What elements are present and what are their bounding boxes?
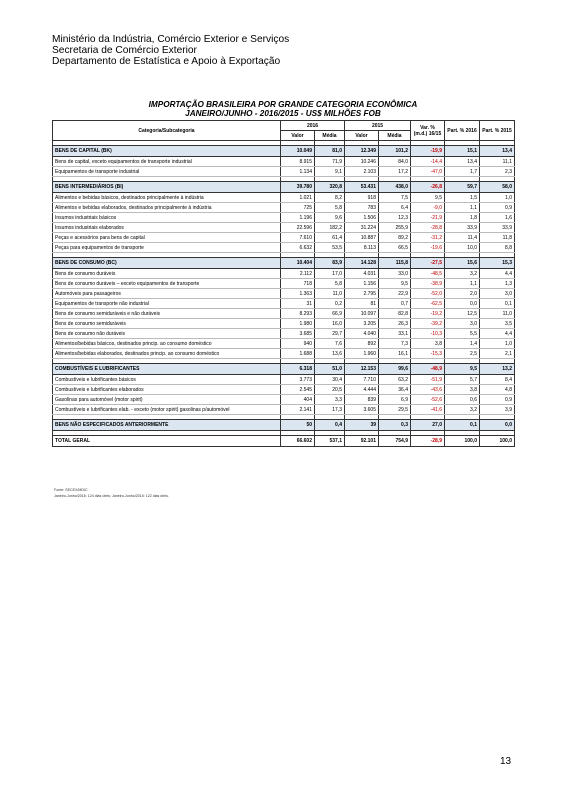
p15-cell: 0,0 — [480, 420, 515, 431]
m15-cell: 82,8 — [379, 309, 411, 319]
p15-cell: 4,4 — [480, 329, 515, 339]
var-cell: -21,9 — [411, 213, 445, 223]
m16-cell: 29,7 — [315, 329, 345, 339]
p15-cell: 1,6 — [480, 213, 515, 223]
p16-cell: 100,0 — [445, 436, 480, 447]
m16-cell: 83,9 — [315, 258, 345, 269]
category-cell: Gasolinas para automóvel (motor spirit) — [53, 395, 281, 405]
m15-cell: 22,9 — [379, 289, 411, 299]
v16-cell: 2.112 — [281, 269, 315, 279]
category-cell: Bens de capital, exceto equipamentos de transporte industrial — [53, 157, 281, 167]
table-row — [53, 329, 515, 339]
share-2015-header: Part. % 2015 — [480, 121, 515, 141]
var-cell: -10,3 — [411, 329, 445, 339]
page-number: 13 — [500, 756, 512, 767]
category-cell: Peças para equipamentos de transporte — [53, 243, 281, 253]
m16-cell: 51,0 — [315, 364, 345, 375]
m16-cell: 8,2 — [315, 193, 345, 203]
m15-cell: 12,3 — [379, 213, 411, 223]
m16-cell: 53,5 — [315, 243, 345, 253]
p15-cell: 1,0 — [480, 339, 515, 349]
m16-cell: 537,1 — [315, 436, 345, 447]
v15-cell: 81 — [345, 299, 379, 309]
var-cell: -52,0 — [411, 289, 445, 299]
var-cell: -19,6 — [411, 243, 445, 253]
v16-cell: 66.602 — [281, 436, 315, 447]
p15-cell: 11,1 — [480, 157, 515, 167]
m16-cell: 17,0 — [315, 269, 345, 279]
v16-cell: 940 — [281, 339, 315, 349]
m15-cell: 6,9 — [379, 395, 411, 405]
category-cell: TOTAL GERAL — [53, 436, 281, 447]
v15-cell: 2.103 — [345, 167, 379, 177]
m16-cell: 11,0 — [315, 289, 345, 299]
v16-cell: 1.134 — [281, 167, 315, 177]
v16-cell: 2.141 — [281, 405, 315, 415]
category-cell: Bens de consumo semiduráveis — [53, 319, 281, 329]
p16-cell: 3,2 — [445, 405, 480, 415]
m16-cell: 320,8 — [315, 182, 345, 193]
p16-cell: 10,0 — [445, 243, 480, 253]
v16-cell: 10.049 — [281, 146, 315, 157]
value-2016-header: Valor — [281, 131, 315, 141]
category-cell: Peças e acessórios para bens de capital — [53, 233, 281, 243]
v15-cell: 39 — [345, 420, 379, 431]
table-row — [53, 289, 515, 299]
v16-cell: 1.021 — [281, 193, 315, 203]
m15-cell: 754,9 — [379, 436, 411, 447]
var-cell: -52,6 — [411, 395, 445, 405]
p15-cell: 8,8 — [480, 243, 515, 253]
variation-header: Var. % (m.d.) 16/15 — [411, 121, 445, 141]
p15-cell: 8,4 — [480, 375, 515, 385]
p15-cell: 2,1 — [480, 349, 515, 359]
p15-cell: 3,5 — [480, 319, 515, 329]
average-2016-header: Média — [315, 131, 345, 141]
department-name: Departamento de Estatística e Apoio à Exportação — [52, 56, 281, 68]
v16-cell: 39.780 — [281, 182, 315, 193]
v16-cell: 404 — [281, 395, 315, 405]
category-cell: Insumos industriais básicos — [53, 213, 281, 223]
category-cell: Bens de consumo duráveis — [53, 269, 281, 279]
v16-cell: 22.596 — [281, 223, 315, 233]
p16-cell: 0,6 — [445, 395, 480, 405]
p15-cell: 33,9 — [480, 223, 515, 233]
m15-cell: 33,0 — [379, 269, 411, 279]
category-cell: Combustíveis e lubrificantes básicos — [53, 375, 281, 385]
category-cell: BENS DE CONSUMO (BC) — [53, 258, 281, 269]
p16-cell: 12,5 — [445, 309, 480, 319]
var-cell: -19,2 — [411, 309, 445, 319]
v16-cell: 50 — [281, 420, 315, 431]
table-row — [53, 395, 515, 405]
v16-cell: 8.915 — [281, 157, 315, 167]
m16-cell: 5,8 — [315, 279, 345, 289]
category-cell: Combustíveis e lubrificantes elaborados — [53, 385, 281, 395]
category-cell: Alimentos/bebidas básicos, destinados princip. ao consumo doméstico — [53, 339, 281, 349]
m15-cell: 33,1 — [379, 329, 411, 339]
v15-cell: 10.246 — [345, 157, 379, 167]
year-2016-header: 2016 — [281, 121, 345, 131]
v15-cell: 1.156 — [345, 279, 379, 289]
var-cell: -14,4 — [411, 157, 445, 167]
v15-cell: 53.431 — [345, 182, 379, 193]
v15-cell: 918 — [345, 193, 379, 203]
v16-cell: 6.318 — [281, 364, 315, 375]
var-cell: -48,9 — [411, 364, 445, 375]
working-days-note: Janeiro-Junho/2016: 124 dias úteis; Janeiro-Junho/2015: 122 dias úteis. — [54, 494, 169, 498]
var-cell: -26,8 — [411, 182, 445, 193]
var-cell: -31,2 — [411, 233, 445, 243]
category-cell: BENS INTERMEDIÁRIOS (BI) — [53, 182, 281, 193]
table-row — [53, 233, 515, 243]
table-row — [53, 193, 515, 203]
var-cell: -9,0 — [411, 203, 445, 213]
m16-cell: 13,6 — [315, 349, 345, 359]
v15-cell: 8.113 — [345, 243, 379, 253]
v15-cell: 14.128 — [345, 258, 379, 269]
table-title: IMPORTAÇÃO BRASILEIRA POR GRANDE CATEGORIA ECONÔMICA — [148, 100, 418, 109]
m16-cell: 9,6 — [315, 213, 345, 223]
category-cell: Equipamentos de transporte industrial — [53, 167, 281, 177]
v16-cell: 3.685 — [281, 329, 315, 339]
p15-cell: 13,4 — [480, 146, 515, 157]
p15-cell: 3,0 — [480, 289, 515, 299]
v16-cell: 1.196 — [281, 213, 315, 223]
p15-cell: 3,9 — [480, 405, 515, 415]
average-2015-header: Média — [379, 131, 411, 141]
category-cell: Insumos industriais elaborados — [53, 223, 281, 233]
v15-cell: 10.097 — [345, 309, 379, 319]
m16-cell: 81,0 — [315, 146, 345, 157]
table-row — [53, 213, 515, 223]
total-row — [53, 436, 515, 447]
table-row — [53, 339, 515, 349]
m15-cell: 115,8 — [379, 258, 411, 269]
v16-cell: 6.632 — [281, 243, 315, 253]
v15-cell: 783 — [345, 203, 379, 213]
p15-cell: 0,9 — [480, 203, 515, 213]
var-cell: -28,9 — [411, 436, 445, 447]
year-2015-header: 2015 — [345, 121, 411, 131]
v15-cell: 4.040 — [345, 329, 379, 339]
v16-cell: 31 — [281, 299, 315, 309]
table-row — [53, 157, 515, 167]
p15-cell: 11,8 — [480, 233, 515, 243]
category-cell: BENS DE CAPITAL (BK) — [53, 146, 281, 157]
var-cell: -43,6 — [411, 385, 445, 395]
var-cell: -51,9 — [411, 375, 445, 385]
var-cell: -41,6 — [411, 405, 445, 415]
share-2016-header: Part. % 2016 — [445, 121, 480, 141]
v15-cell: 892 — [345, 339, 379, 349]
v15-cell: 31.224 — [345, 223, 379, 233]
category-cell: Equipamentos de transporte não industrial — [53, 299, 281, 309]
category-cell: Bens de consumo não duráveis — [53, 329, 281, 339]
category-cell: Bens de consumo duráveis – exceto equipamentos de transporte — [53, 279, 281, 289]
m16-cell: 71,9 — [315, 157, 345, 167]
table-row — [53, 269, 515, 279]
p16-cell: 1,1 — [445, 279, 480, 289]
v16-cell: 7.610 — [281, 233, 315, 243]
p15-cell: 100,0 — [480, 436, 515, 447]
table-row — [53, 279, 515, 289]
value-2015-header: Valor — [345, 131, 379, 141]
v15-cell: 92.101 — [345, 436, 379, 447]
v15-cell: 4.031 — [345, 269, 379, 279]
section-row — [53, 182, 515, 193]
m16-cell: 9,1 — [315, 167, 345, 177]
m15-cell: 36,4 — [379, 385, 411, 395]
m15-cell: 66,5 — [379, 243, 411, 253]
m15-cell: 29,5 — [379, 405, 411, 415]
v16-cell: 8.293 — [281, 309, 315, 319]
m16-cell: 182,2 — [315, 223, 345, 233]
var-cell: -39,2 — [411, 319, 445, 329]
m15-cell: 17,2 — [379, 167, 411, 177]
m15-cell: 255,9 — [379, 223, 411, 233]
m16-cell: 61,4 — [315, 233, 345, 243]
m15-cell: 63,2 — [379, 375, 411, 385]
m15-cell: 6,4 — [379, 203, 411, 213]
p16-cell: 3,0 — [445, 319, 480, 329]
m15-cell: 9,5 — [379, 279, 411, 289]
v15-cell: 2.795 — [345, 289, 379, 299]
m15-cell: 7,5 — [379, 193, 411, 203]
section-row — [53, 420, 515, 431]
category-cell: Alimentos e bebidas elaborados, destinados principalmente à indústria — [53, 203, 281, 213]
v15-cell: 12.153 — [345, 364, 379, 375]
m16-cell: 16,0 — [315, 319, 345, 329]
category-cell: BENS NÃO ESPECIFICADOS ANTERIORMENTE — [53, 420, 281, 431]
v16-cell: 2.545 — [281, 385, 315, 395]
p16-cell: 3,2 — [445, 269, 480, 279]
m16-cell: 0,2 — [315, 299, 345, 309]
section-row — [53, 258, 515, 269]
import-category-table — [52, 120, 515, 447]
p15-cell: 4,4 — [480, 269, 515, 279]
p16-cell: 13,4 — [445, 157, 480, 167]
m16-cell: 5,8 — [315, 203, 345, 213]
category-cell: Bens de consumo semiduráveis e não duráveis — [53, 309, 281, 319]
table-row — [53, 385, 515, 395]
p16-cell: 2,5 — [445, 349, 480, 359]
p15-cell: 11,0 — [480, 309, 515, 319]
var-cell: -47,0 — [411, 167, 445, 177]
var-cell: -15,3 — [411, 349, 445, 359]
p15-cell: 4,8 — [480, 385, 515, 395]
p15-cell: 2,3 — [480, 167, 515, 177]
m16-cell: 20,5 — [315, 385, 345, 395]
m15-cell: 438,0 — [379, 182, 411, 193]
m16-cell: 17,3 — [315, 405, 345, 415]
m15-cell: 84,0 — [379, 157, 411, 167]
p16-cell: 1,5 — [445, 193, 480, 203]
v16-cell: 718 — [281, 279, 315, 289]
table-row — [53, 309, 515, 319]
var-cell: -38,9 — [411, 279, 445, 289]
v15-cell: 4.444 — [345, 385, 379, 395]
category-cell: Alimentos e bebidas básicos, destinados principalmente à indústria — [53, 193, 281, 203]
category-cell: Combustíveis e lubrificantes elab. - exceto (motor spirit) gasolinas p/automóvel — [53, 405, 281, 415]
m16-cell: 7,6 — [315, 339, 345, 349]
p16-cell: 0,0 — [445, 299, 480, 309]
table-row — [53, 299, 515, 309]
v16-cell: 3.773 — [281, 375, 315, 385]
p15-cell: 15,3 — [480, 258, 515, 269]
var-cell: -27,5 — [411, 258, 445, 269]
category-cell: Automóveis para passageiros — [53, 289, 281, 299]
v16-cell: 10.404 — [281, 258, 315, 269]
source-note: Fonte: SECEX/MDIC — [54, 488, 88, 492]
m15-cell: 26,3 — [379, 319, 411, 329]
var-cell: 27,0 — [411, 420, 445, 431]
p15-cell: 1,3 — [480, 279, 515, 289]
p16-cell: 1,4 — [445, 339, 480, 349]
v15-cell: 839 — [345, 395, 379, 405]
p15-cell: 58,0 — [480, 182, 515, 193]
p15-cell: 13,2 — [480, 364, 515, 375]
m16-cell: 30,4 — [315, 375, 345, 385]
p16-cell: 15,6 — [445, 258, 480, 269]
m15-cell: 7,3 — [379, 339, 411, 349]
p16-cell: 5,7 — [445, 375, 480, 385]
m15-cell: 0,3 — [379, 420, 411, 431]
m15-cell: 16,1 — [379, 349, 411, 359]
v15-cell: 1.960 — [345, 349, 379, 359]
m16-cell: 3,3 — [315, 395, 345, 405]
v15-cell: 3.605 — [345, 405, 379, 415]
p16-cell: 59,7 — [445, 182, 480, 193]
p16-cell: 0,1 — [445, 420, 480, 431]
table-row — [53, 405, 515, 415]
var-cell: 9,5 — [411, 193, 445, 203]
var-cell: -48,5 — [411, 269, 445, 279]
v16-cell: 1.980 — [281, 319, 315, 329]
var-cell: -62,5 — [411, 299, 445, 309]
ministry-name: Ministério da Indústria, Comércio Exterior e Serviços — [52, 34, 290, 45]
var-cell: -19,9 — [411, 146, 445, 157]
p16-cell: 5,5 — [445, 329, 480, 339]
var-cell: -28,8 — [411, 223, 445, 233]
p16-cell: 33,9 — [445, 223, 480, 233]
m16-cell: 66,9 — [315, 309, 345, 319]
table-row — [53, 319, 515, 329]
p16-cell: 3,8 — [445, 385, 480, 395]
v16-cell: 1.363 — [281, 289, 315, 299]
v16-cell: 1.688 — [281, 349, 315, 359]
v15-cell: 1.506 — [345, 213, 379, 223]
category-cell: Alimentos/bebidas elaborados, destinados princip. ao consumo doméstico — [53, 349, 281, 359]
v15-cell: 12.349 — [345, 146, 379, 157]
v15-cell: 7.710 — [345, 375, 379, 385]
table-subtitle: JANEIRO/JUNHO - 2016/2015 - US$ MILHÕES FOB — [185, 109, 381, 118]
section-row — [53, 146, 515, 157]
section-row — [53, 364, 515, 375]
p16-cell: 1,1 — [445, 203, 480, 213]
v15-cell: 10.887 — [345, 233, 379, 243]
table-body — [53, 141, 515, 447]
table-row — [53, 203, 515, 213]
p16-cell: 1,8 — [445, 213, 480, 223]
p16-cell: 9,5 — [445, 364, 480, 375]
table-row — [53, 167, 515, 177]
v16-cell: 725 — [281, 203, 315, 213]
m15-cell: 99,6 — [379, 364, 411, 375]
category-cell: COMBUSTÍVEIS E LUBRIFICANTES — [53, 364, 281, 375]
secretariat-name: Secretaria de Comércio Exterior — [52, 45, 197, 57]
p15-cell: 0,9 — [480, 395, 515, 405]
table-row — [53, 243, 515, 253]
table-row — [53, 349, 515, 359]
m16-cell: 0,4 — [315, 420, 345, 431]
m15-cell: 0,7 — [379, 299, 411, 309]
p16-cell: 11,4 — [445, 233, 480, 243]
v15-cell: 3.205 — [345, 319, 379, 329]
p15-cell: 1,0 — [480, 193, 515, 203]
p16-cell: 1,7 — [445, 167, 480, 177]
p16-cell: 15,1 — [445, 146, 480, 157]
category-column-header: Categoria/Subcategoria — [53, 121, 281, 141]
m15-cell: 101,2 — [379, 146, 411, 157]
p15-cell: 0,1 — [480, 299, 515, 309]
ministry-header — [52, 34, 289, 68]
var-cell: 3,8 — [411, 339, 445, 349]
p16-cell: 2,0 — [445, 289, 480, 299]
table-row — [53, 375, 515, 385]
m15-cell: 89,2 — [379, 233, 411, 243]
table-row — [53, 223, 515, 233]
